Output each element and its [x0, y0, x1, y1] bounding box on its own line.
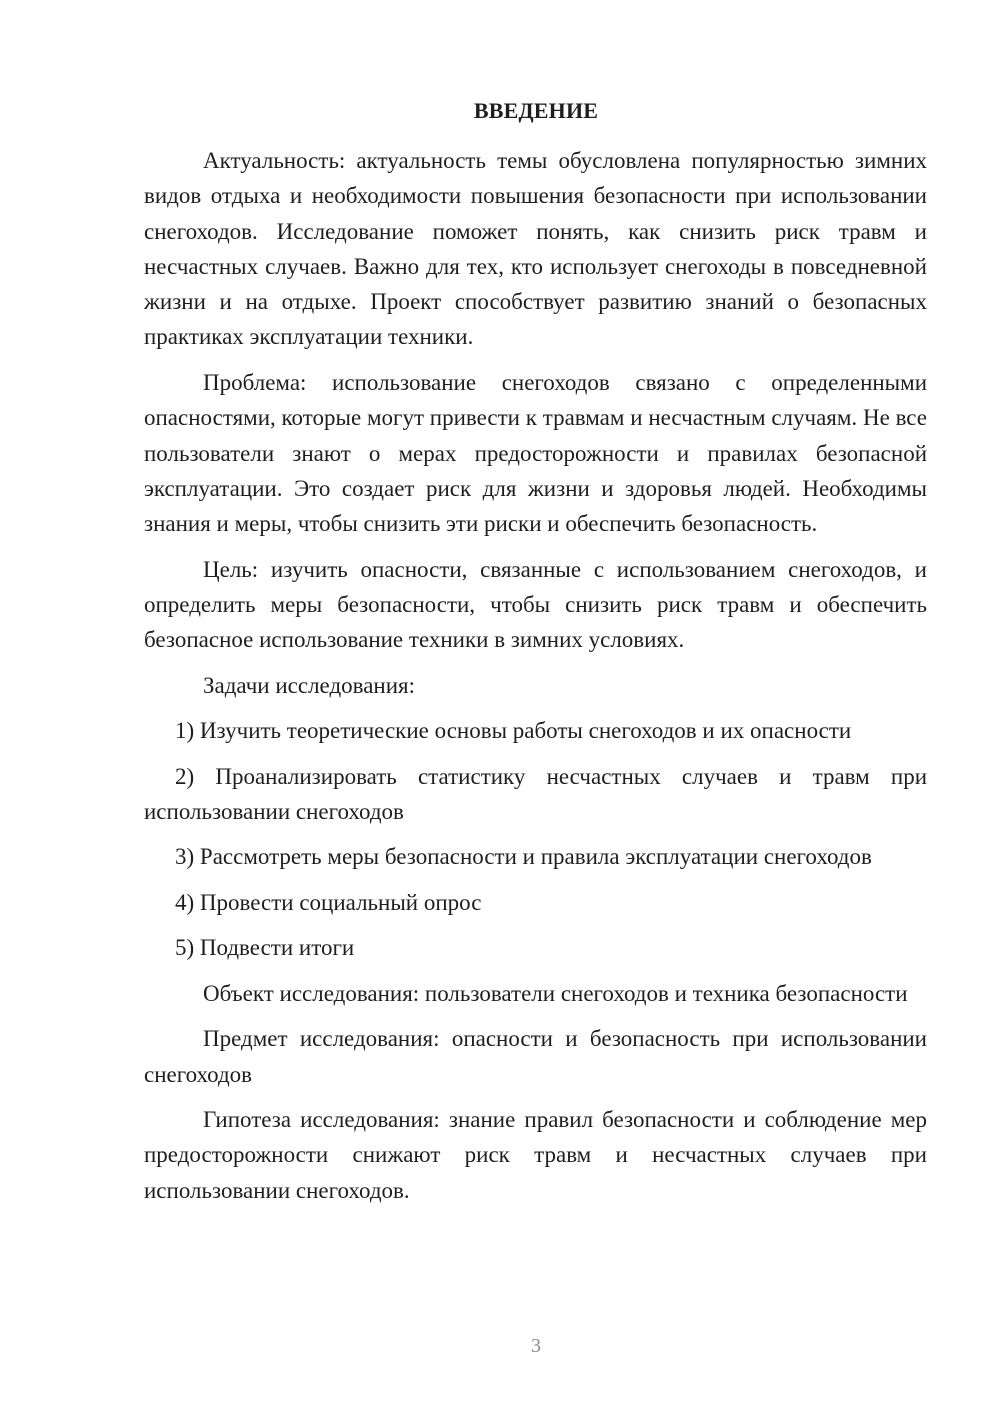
task-item-3: 3) Рассмотреть меры безопасности и правила эксплуатации снегоходов	[175, 844, 872, 870]
page-number: 3	[531, 1335, 541, 1357]
task-item-4: 4) Провести социальный опрос	[175, 889, 482, 915]
body-text	[144, 143, 927, 1208]
task-item-5: 5) Подвести итоги	[175, 935, 355, 961]
paragraph-object: Объект исследования: пользователи снегоходов и техника безопасности	[203, 980, 908, 1006]
paragraph-hypothesis: Гипотеза исследования: знание правил безопасности и соблюдение мер предосторожности снижают риск травм и несчастных случаев при использовании снегоходов.	[144, 1107, 927, 1203]
section-title: ВВЕДЕНИЕ	[473, 98, 599, 123]
paragraph-subject: Предмет исследования: опасности и безопасность при использовании снегоходов	[144, 1026, 927, 1087]
paragraph-problem: Проблема: использование снегоходов связано с определенными опасностями, которые могут привести к травмам и несчастным случаям. Не все пользователи знают о мерах предосторожности и правилах безопасной эксплуатации. Это создает риск для жизни и здоровья людей. Необходимы знания и меры, чтобы снизить эти риски и обеспечить безопасность.	[144, 369, 927, 537]
paragraph-tasks-heading: Задачи исследования:	[203, 672, 416, 698]
task-item-1: 1) Изучить теоретические основы работы снегоходов и их опасности	[175, 718, 852, 744]
paragraph-relevance: Актуальность: актуальность темы обусловлена популярностью зимних видов отдыха и необходимости повышения безопасности при использовании снегоходов. Исследование поможет понять, как снизить риск травм и несчастных случаев. Важно для тех, кто использует снегоходы в повседневной жизни и на отдыхе. Проект способствует развитию знаний о безопасных практиках эксплуатации техники.	[144, 148, 927, 350]
paragraph-goal: Цель: изучить опасности, связанные с использованием снегоходов, и определить меры безопасности, чтобы снизить риск травм и обеспечить безопасное использование техники в зимних условиях.	[144, 556, 927, 653]
task-item-2: 2) Проанализировать статистику несчастных случаев и травм при использовании снегоходов	[144, 763, 927, 824]
